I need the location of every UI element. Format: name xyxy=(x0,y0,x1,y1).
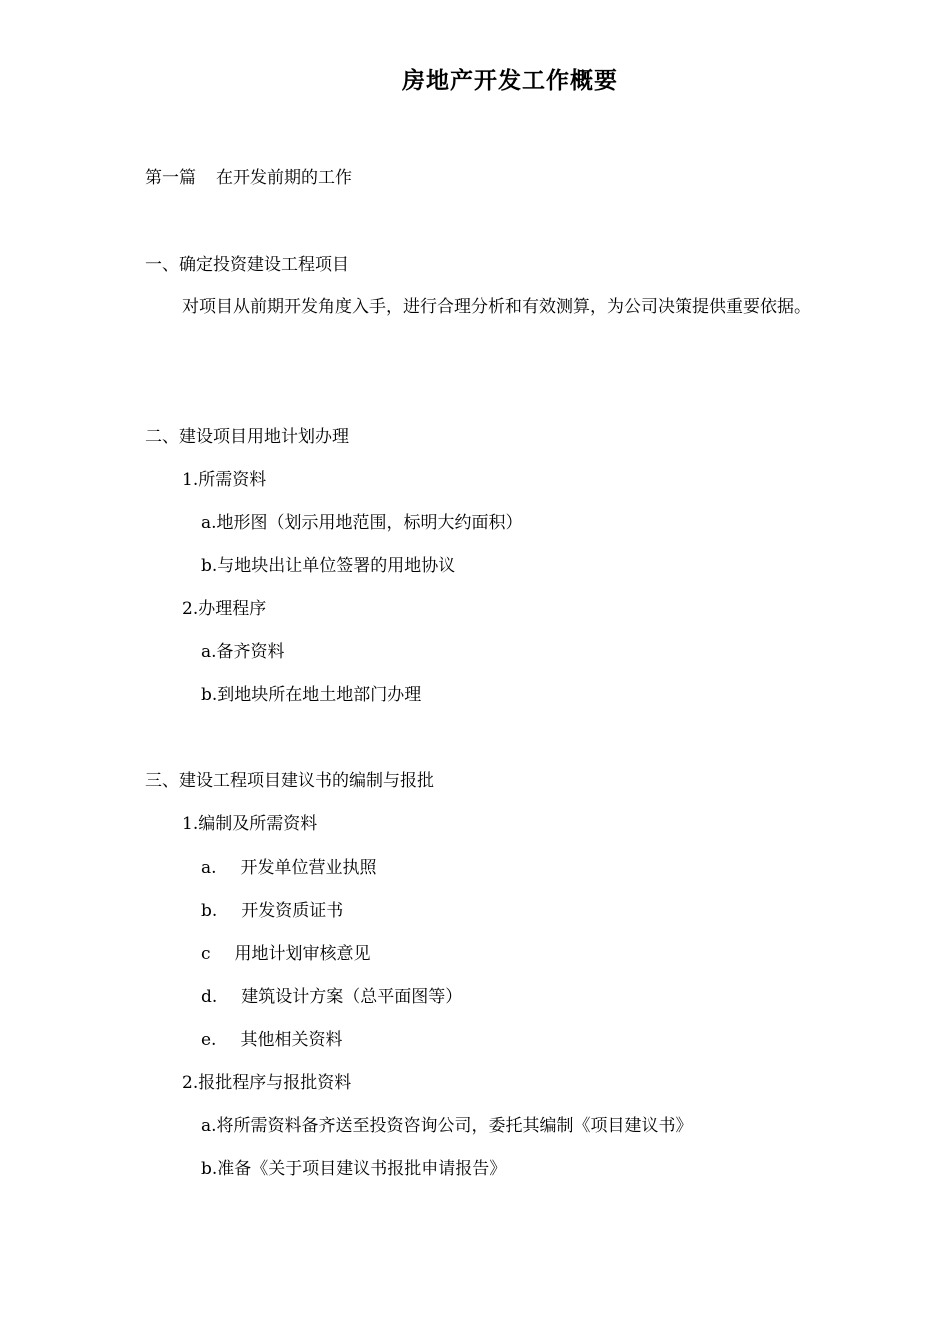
list-item xyxy=(201,985,462,1009)
list-item xyxy=(201,942,371,966)
list-marker: b. xyxy=(201,901,218,921)
list-item xyxy=(201,856,377,880)
list-item: b.到地块所在地土地部门办理 xyxy=(201,685,422,705)
list-item-text: 开发单位营业执照 xyxy=(240,858,377,878)
list-item: b.与地块出让单位签署的用地协议 xyxy=(201,556,456,576)
list-item xyxy=(201,899,343,923)
list-item-text: 开发资质证书 xyxy=(241,901,344,921)
section-1-heading: 一、确定投资建设工程项目 xyxy=(145,255,349,275)
list-item: a.备齐资料 xyxy=(201,642,285,662)
list-item xyxy=(201,1028,342,1052)
part-title: 在开发前期的工作 xyxy=(216,168,352,188)
section-2-sub-1-heading: 1.所需资料 xyxy=(182,470,267,490)
document-title: 房地产开发工作概要 xyxy=(402,68,618,94)
section-2-heading: 二、建设项目用地计划办理 xyxy=(145,427,349,447)
list-marker: c xyxy=(201,944,211,964)
section-1-paragraph: 对项目从前期开发角度入手，进行合理分析和有效测算，为公司决策提供重要依据。 xyxy=(182,297,811,317)
section-3-sub-1-heading: 1.编制及所需资料 xyxy=(182,814,318,834)
section-3-heading: 三、建设工程项目建议书的编制与报批 xyxy=(145,771,434,791)
part-heading xyxy=(145,166,352,190)
part-label: 第一篇 xyxy=(145,168,196,188)
list-marker: e. xyxy=(201,1030,217,1050)
section-3-sub-2-heading: 2.报批程序与报批资料 xyxy=(182,1073,352,1093)
list-item: b.准备《关于项目建议书报批申请报告》 xyxy=(201,1159,507,1179)
list-marker: a. xyxy=(201,858,217,878)
list-item: a.地形图（划示用地范围，标明大约面积） xyxy=(201,513,523,533)
list-item-text: 其他相关资料 xyxy=(240,1030,343,1050)
list-marker: d. xyxy=(201,987,218,1007)
list-item-text: 建筑设计方案（总平面图等） xyxy=(241,987,463,1007)
section-2-sub-2-heading: 2.办理程序 xyxy=(182,599,267,619)
list-item-text: 用地计划审核意见 xyxy=(234,944,371,964)
list-item: a.将所需资料备齐送至投资咨询公司，委托其编制《项目建议书》 xyxy=(201,1116,693,1136)
